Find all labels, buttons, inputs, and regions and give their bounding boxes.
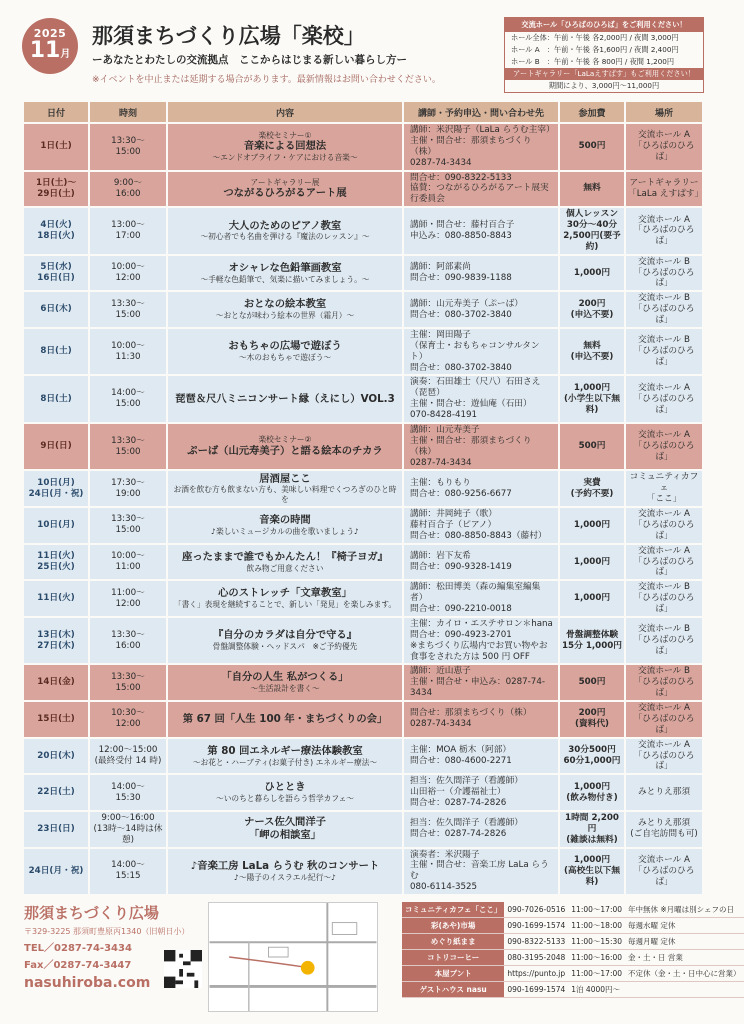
event-time: 13:30～ 15:00	[90, 292, 168, 327]
shop-note: 毎週月曜 定休	[625, 934, 744, 950]
event-title: おとなの絵本教室	[243, 298, 327, 311]
event-date: 11日(火)	[24, 581, 90, 616]
table-row	[24, 812, 704, 847]
table-row	[24, 775, 704, 810]
event-fee: 200円 (申込不要)	[560, 292, 626, 327]
event-contact: 演奏者：米沢陽子 主催・問合せ：音楽工房 LaLa らうむ 080-6114-3525	[404, 849, 560, 895]
shop-note: 年中無休 ※月曜は別シェフの日	[625, 902, 744, 918]
shop-hours: 11:00～16:00	[568, 950, 625, 966]
event-place: 交流ホール A 「ひろばのひろば」	[626, 849, 704, 895]
event-time: 13:30～ 15:00	[90, 665, 168, 700]
event-place: 交流ホール A 「ひろばのひろば」	[626, 702, 704, 737]
event-subtitle: 飲み物ご用意ください	[246, 563, 324, 573]
event-content	[168, 618, 404, 664]
event-content	[168, 329, 404, 375]
event-time: 13:30～ 16:00	[90, 618, 168, 664]
org-url[interactable]: nasuhiroba.com	[24, 975, 151, 991]
event-date: 8日(土)	[24, 376, 90, 422]
event-fee: 無料 (申込不要)	[560, 329, 626, 375]
event-time: 10:00～ 12:00	[90, 256, 168, 291]
table-row	[24, 665, 704, 700]
event-time: 10:00～ 11:00	[90, 545, 168, 580]
event-time: 10:00～ 11:30	[90, 329, 168, 375]
event-content	[168, 702, 404, 737]
event-time: 13:30～ 15:00	[90, 508, 168, 543]
event-time: 17:30～ 19:00	[90, 471, 168, 506]
event-fee: 1,000円 (小学生以下無料)	[560, 376, 626, 422]
event-title: 音楽の時間	[259, 514, 311, 527]
event-date: 8日(土)	[24, 329, 90, 375]
shop-tel[interactable]: 090-1699-1574	[504, 982, 568, 998]
event-content	[168, 739, 404, 774]
event-contact: 講師：山元寿美子 主催・問合せ：那須まちづくり（株） 0287-74-3434	[404, 424, 560, 470]
shop-row	[402, 918, 744, 934]
event-fee: 1,000円 (高校生以下無料)	[560, 849, 626, 895]
shop-note	[625, 982, 744, 998]
column-header: 参加費	[560, 102, 626, 122]
fee-row: ホール B ：午前・午後 各 800円 / 夜間 1,200円	[511, 57, 675, 66]
event-content	[168, 581, 404, 616]
event-content	[168, 256, 404, 291]
shop-tel[interactable]: 090-7026-0516	[504, 902, 568, 918]
shop-hours: 11:00～17:00	[568, 966, 625, 982]
shop-note: 不定休（金・土・日中心に営業）	[625, 966, 744, 982]
event-time: 11:00～ 12:00	[90, 581, 168, 616]
event-contact: 演奏：石田雄士（尺八）石田さえ（琵琶） 主催・問合せ：遊仙庵（石田） 070-8428-4191	[404, 376, 560, 422]
event-subtitle: ～お花と・ハーブティ(お菓子付き) エネルギー療法～	[192, 757, 378, 767]
event-contact: 主催：MOA 栃木（阿部） 問合せ：080-4600-2271	[404, 739, 560, 774]
event-place: 交流ホール A 「ひろばのひろば」	[626, 545, 704, 580]
event-series: 楽校セミナー②	[258, 435, 312, 445]
column-header: 内容	[168, 102, 404, 122]
event-time: 12:00～15:00 (最終受付 14 時)	[90, 739, 168, 774]
event-content	[168, 124, 404, 170]
shop-name: めぐり紙まま	[402, 934, 504, 950]
event-date: 1日(土)～ 29日(土)	[24, 172, 90, 207]
event-content	[168, 812, 404, 847]
event-time: 13:30～ 15:00	[90, 124, 168, 170]
event-place: みとりえ那須	[626, 775, 704, 810]
event-contact: 講師・問合せ：藤村百合子 申込み：080-8850-8843	[404, 208, 560, 254]
event-fee: 500円	[560, 665, 626, 700]
event-subtitle: ～いのちと暮らしを語らう哲学カフェ～	[216, 794, 354, 804]
notice-text: ※イベントを中止または延期する場合があります。最新情報はお問い合わせください。	[92, 75, 441, 85]
event-content	[168, 775, 404, 810]
event-date: 22日(土)	[24, 775, 90, 810]
shop-tel[interactable]: 090-1699-1574	[504, 918, 568, 934]
event-contact: 担当：佐久間洋子（看護師） 山田裕一（介護福祉士） 問合せ：0287-74-2826	[404, 775, 560, 810]
table-row	[24, 581, 704, 616]
event-time: 14:00～ 15:15	[90, 849, 168, 895]
event-date: 9日(日)	[24, 424, 90, 470]
table-row	[24, 739, 704, 774]
shop-row	[402, 950, 744, 966]
event-title: 琵琶＆尺八ミニコンサート縁（えにし）VOL.3	[175, 392, 395, 405]
table-row	[24, 124, 704, 170]
table-row	[24, 208, 704, 254]
event-content	[168, 849, 404, 895]
table-row	[24, 545, 704, 580]
event-place: 交流ホール A 「ひろばのひろば」	[626, 424, 704, 470]
map-location-marker	[301, 961, 315, 975]
event-place: 交流ホール A 「ひろばのひろば」	[626, 739, 704, 774]
event-date: 13日(木) 27日(木)	[24, 618, 90, 664]
column-header: 時刻	[90, 102, 168, 122]
event-date: 10日(月) 24日(月・祝)	[24, 471, 90, 506]
shop-rows	[402, 902, 744, 998]
org-address: 〒329-3225 那須町豊原丙1340（旧朝日小）	[24, 927, 190, 936]
event-title: 第 67 回「人生 100 年・まちづくりの会」	[182, 712, 388, 725]
table-row	[24, 329, 704, 375]
month-badge	[22, 18, 78, 74]
event-fee: 500円	[560, 124, 626, 170]
event-fee: 1,000円 (飲み物付き)	[560, 775, 626, 810]
event-contact: 講師：近山恵子 主催・問合せ・申込み：0287-74-3434	[404, 665, 560, 700]
event-content	[168, 172, 404, 207]
event-subtitle: 「書く」表現を継続することで、新しい「発見」を楽しみます。	[173, 600, 397, 610]
event-content	[168, 292, 404, 327]
hall-fees-box	[504, 17, 704, 93]
event-subtitle: ♪～陽子のイスラエル紀行～♪	[234, 872, 336, 882]
event-subtitle: ～おとなが味わう絵本の世界（霜月）～	[215, 311, 355, 321]
event-title: 「自分の人生 私がつくる」	[221, 671, 349, 684]
event-fee: 無料	[560, 172, 626, 207]
event-content	[168, 665, 404, 700]
event-content	[168, 508, 404, 543]
event-place: 交流ホール A 「ひろばのひろば」	[626, 124, 704, 170]
event-title: 第 80 回エネルギー療法体験教室	[207, 744, 363, 757]
shop-tel[interactable]: 090-8322-5133	[504, 934, 568, 950]
org-name: 那須まちづくり広場	[24, 904, 159, 922]
event-title: 座ったままで誰でもかんたん！『椅子ヨガ』	[182, 550, 388, 563]
event-time: 13:30～ 15:00	[90, 424, 168, 470]
fee-row: ホール全体：午前・午後 各2,000円 / 夜間 3,000円	[511, 33, 679, 42]
event-subtitle: ♪楽しいミュージカルの曲を歌いましょう♪	[211, 526, 359, 536]
event-contact: 講師：山元寿美子（ぷーば） 問合せ：080-3702-3840	[404, 292, 560, 327]
shop-list	[402, 902, 744, 998]
event-contact: 主催：岡田陽子 （保育士・おもちゃコンサルタント） 問合せ：080-3702-3840	[404, 329, 560, 375]
month-suffix: 月	[60, 49, 71, 60]
event-title: ナース佐久間洋子 「岬の相談室」	[244, 816, 326, 842]
event-place: 交流ホール A 「ひろばのひろば」	[626, 376, 704, 422]
event-date: 11日(火) 25日(火)	[24, 545, 90, 580]
gallery-price: 期間により、3,000円～11,000円	[548, 81, 660, 90]
table-row	[24, 849, 704, 895]
event-contact: 問合せ：那須まちづくり（株） 0287-74-3434	[404, 702, 560, 737]
event-title: 心のストレッチ「文章教室」	[218, 587, 352, 600]
event-time: 13:00～ 17:00	[90, 208, 168, 254]
shop-name: コトリコーヒー	[402, 950, 504, 966]
column-header: 講師・予約申込・問い合わせ先	[404, 102, 560, 122]
event-contact: 講師：松田博美（森の編集室編集者） 問合せ：090-2210-0018	[404, 581, 560, 616]
event-fee: 1,000円	[560, 256, 626, 291]
event-fee: 500円	[560, 424, 626, 470]
event-contact: 講師：米沢陽子（LaLa らうむ主宰） 主催・問合せ：那須まちづくり（株） 0287-74-3434	[404, 124, 560, 170]
event-date: 23日(日)	[24, 812, 90, 847]
event-place: 交流ホール B 「ひろばのひろば」	[626, 581, 704, 616]
event-contact: 講師：井岡純子（歌） 藤村百合子（ピアノ） 問合せ：080-8850-8843（藤村）	[404, 508, 560, 543]
event-date: 15日(土)	[24, 702, 90, 737]
month-label: 11	[29, 38, 61, 63]
table-row	[24, 292, 704, 327]
page-footer	[0, 898, 741, 1024]
event-time: 14:00～ 15:00	[90, 376, 168, 422]
event-subtitle: ～生活設計を書く～	[250, 684, 320, 694]
event-fee: 1時間 2,200円 (雑談は無料)	[560, 812, 626, 847]
event-time: 10:30～ 12:00	[90, 702, 168, 737]
event-title: 居酒屋ここ	[259, 472, 311, 485]
shop-name: 彩(あや)市場	[402, 918, 504, 934]
event-title: おもちゃの広場で遊ぼう	[228, 340, 342, 353]
event-subtitle: お酒を飲む方も飲まない方も、美味しい料理でくつろぎのひと時を	[173, 485, 397, 505]
event-content	[168, 424, 404, 470]
shop-name: ゲストハウス nasu	[402, 982, 504, 998]
page-title: 那須まちづくり広場「楽校」	[92, 24, 365, 48]
org-tel: TEL／0287-74-3434	[24, 943, 132, 954]
shop-hours: 11:00～18:00	[568, 918, 625, 934]
qr-code-icon	[164, 950, 202, 988]
event-subtitle: ～手軽な色鉛筆で、気楽に描いてみましょう。～	[200, 274, 370, 284]
shop-name: コミュニティカフェ「ここ」	[402, 902, 504, 918]
event-time: 9:00～16:00 (13時～14時は休憩)	[90, 812, 168, 847]
event-fee: 30分500円 60分1,000円	[560, 739, 626, 774]
event-fee: 1,000円	[560, 508, 626, 543]
event-title: ひととき	[264, 781, 306, 794]
event-date: 14日(金)	[24, 665, 90, 700]
event-series: アートギャラリー展	[250, 177, 320, 187]
event-title: ぷーば（山元寿美子）と語る絵本のチカラ	[187, 445, 383, 457]
event-fee: 1,000円	[560, 545, 626, 580]
event-date: 5日(水) 16日(日)	[24, 256, 90, 291]
table-row	[24, 424, 704, 470]
org-fax: Fax／0287-74-3447	[24, 960, 132, 971]
event-title: オシャレな色鉛筆画教室	[228, 261, 342, 274]
event-fee: 200円 (資料代)	[560, 702, 626, 737]
shop-hours: 1泊 4000円～	[568, 982, 625, 998]
year-label: 2025	[33, 27, 67, 40]
table-row	[24, 471, 704, 506]
event-title: 『自分のカラダは自分で守る』	[212, 629, 358, 642]
shop-row	[402, 902, 744, 918]
event-schedule-table	[24, 100, 704, 896]
event-contact: 問合せ：090-8322-5133 協賛：つながるひろがるアート展実行委員会	[404, 172, 560, 207]
event-title: 音楽による回想法	[243, 140, 327, 153]
shop-tel[interactable]: https://punto.jp	[504, 966, 568, 982]
table-row	[24, 376, 704, 422]
event-place: 交流ホール A 「ひろばのひろば」	[626, 508, 704, 543]
table-row	[24, 256, 704, 291]
shop-row	[402, 966, 744, 982]
access-map	[208, 902, 378, 1012]
event-content	[168, 376, 404, 422]
event-contact: 担当：佐久間洋子（看護師） 問合せ：0287-74-2826	[404, 812, 560, 847]
event-fee: 個人レッスン 30分～40分 2,500円(要予約)	[560, 208, 626, 254]
table-header-row	[24, 102, 704, 122]
event-subtitle: ～木のおもちゃで遊ぼう～	[238, 353, 332, 363]
fee-row: ホール A ：午前・午後 各1,600円 / 夜間 2,400円	[511, 45, 679, 54]
event-place: コミュニティカフェ 「ここ」	[626, 471, 704, 506]
event-date: 4日(火) 18日(火)	[24, 208, 90, 254]
event-date: 1日(土)	[24, 124, 90, 170]
event-content	[168, 208, 404, 254]
event-place: 交流ホール B 「ひろばのひろば」	[626, 665, 704, 700]
shop-note: 毎週水曜 定休	[625, 918, 744, 934]
event-subtitle: ～初心者でも名曲を弾ける『魔法のレッスン』～	[200, 232, 370, 242]
fees-heading: 交流ホール「ひろばのひろば」をご利用ください！	[505, 18, 703, 32]
event-content	[168, 545, 404, 580]
event-subtitle: 骨盤調整体験・ヘッドスパ ※ご予約優先	[212, 642, 358, 652]
table-row	[24, 618, 704, 664]
event-title: つながるひろがるアート展	[223, 187, 347, 200]
event-title: 大人のためのピアノ教室	[228, 219, 342, 232]
event-place: 交流ホール B 「ひろばのひろば」	[626, 292, 704, 327]
shop-note: 金・土・日 営業	[625, 950, 744, 966]
shop-row	[402, 982, 744, 998]
event-place: 交流ホール A 「ひろばのひろば」	[626, 208, 704, 254]
event-date: 6日(木)	[24, 292, 90, 327]
page-header	[0, 0, 724, 96]
event-contact: 講師：岩下友希 問合せ：090-9328-1419	[404, 545, 560, 580]
event-fee: 骨盤調整体験 15分 1,000円	[560, 618, 626, 664]
shop-tel[interactable]: 080-3195-2048	[504, 950, 568, 966]
event-place: アートギャラリー 「LaLa えすぱす」	[626, 172, 704, 207]
event-contact: 主催：もりもり 問合せ：080-9256-6677	[404, 471, 560, 506]
event-fee: 実費 (予約不要)	[560, 471, 626, 506]
event-title: ♪音楽工房 LaLa らうむ 秋のコンサート	[190, 860, 380, 872]
event-place: みとりえ那須 (ご自宅訪問も可)	[626, 812, 704, 847]
event-fee: 1,000円	[560, 581, 626, 616]
shop-hours: 11:00～15:30	[568, 934, 625, 950]
event-place: 交流ホール B 「ひろばのひろば」	[626, 329, 704, 375]
event-date: 24日(月・祝)	[24, 849, 90, 895]
event-subtitle: ～エンドオブライフ・ケアにおける音楽～	[212, 153, 358, 163]
event-series: 楽校セミナー①	[258, 130, 312, 140]
gallery-note: アートギャラリー「LaLaえすぱす」もご利用ください！	[505, 68, 703, 80]
event-contact: 主催：カイロ・エステサロン＊hana 問合せ：090-4923-2701 ※まちづくり広場内でお買い物やお食事をされた方は 500 円 OFF	[404, 618, 560, 664]
table-row	[24, 172, 704, 207]
table-row	[24, 508, 704, 543]
event-time: 9:00～ 16:00	[90, 172, 168, 207]
event-contact: 講師：阿部素尚 問合せ：090-9839-1188	[404, 256, 560, 291]
shop-name: 本屋プント	[402, 966, 504, 982]
table-row	[24, 702, 704, 737]
event-date: 20日(木)	[24, 739, 90, 774]
event-place: 交流ホール B 「ひろばのひろば」	[626, 618, 704, 664]
event-time: 14:00～ 15:30	[90, 775, 168, 810]
shop-row	[402, 934, 744, 950]
event-place: 交流ホール B 「ひろばのひろば」	[626, 256, 704, 291]
column-header: 場所	[626, 102, 704, 122]
event-date: 10日(月)	[24, 508, 90, 543]
event-rows	[24, 124, 704, 894]
page-subtitle: ーあなたとわたしの交流拠点 ここからはじまる新しい暮らし方ー	[92, 54, 407, 66]
event-content	[168, 471, 404, 506]
column-header: 日付	[24, 102, 90, 122]
shop-hours: 11:00～17:00	[568, 902, 625, 918]
